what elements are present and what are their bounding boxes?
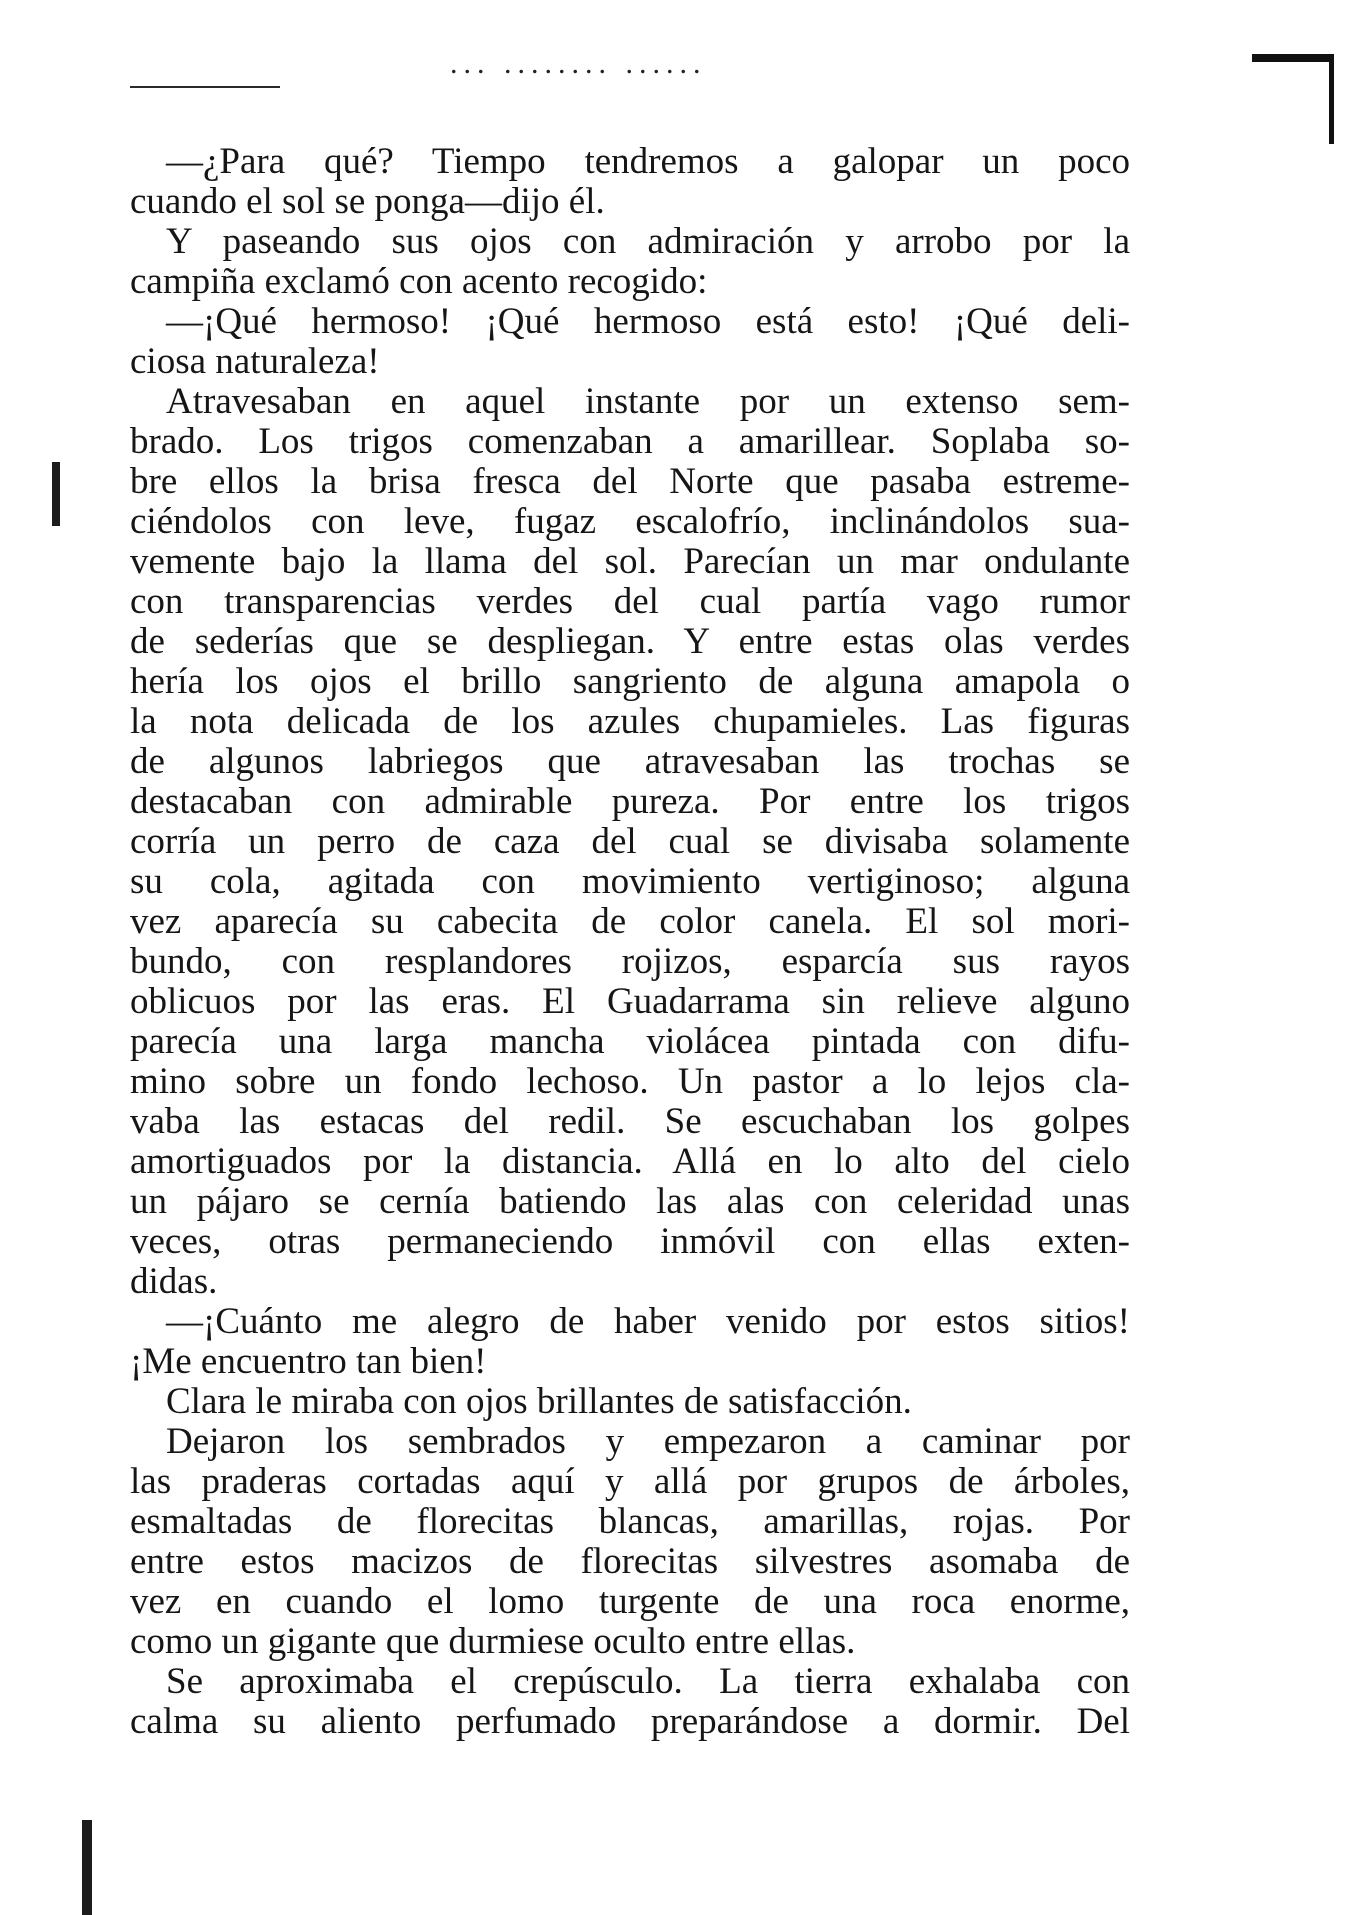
scan-edge-mark xyxy=(82,1820,92,1915)
text-line: corría un perro de caza del cual se divisaba solamente xyxy=(130,821,1130,862)
text-line: la nota delicada de los azules chupamieles. Las figuras xyxy=(130,701,1130,742)
text-line: vez aparecía su cabecita de color canela. El sol mori- xyxy=(130,901,1130,942)
text-line: de algunos labriegos que atravesaban las trochas se xyxy=(130,741,1130,782)
text-line: Y paseando sus ojos con admiración y arrobo por la xyxy=(166,221,1130,262)
running-head xyxy=(450,60,830,88)
text-line: Se aproximaba el crepúsculo. La tierra exhalaba con xyxy=(166,1661,1130,1702)
text-line: mino sobre un fondo lechoso. Un pastor a lo lejos cla- xyxy=(130,1061,1130,1102)
text-line: Dejaron los sembrados y empezaron a caminar por xyxy=(166,1421,1130,1462)
text-line: ciéndolos con leve, fugaz escalofrío, inclinándolos sua- xyxy=(130,501,1130,542)
scan-corner-mark-horizontal xyxy=(1252,54,1334,62)
text-line: de sederías que se despliegan. Y entre estas olas verdes xyxy=(130,621,1130,662)
scan-edge-mark xyxy=(52,462,60,526)
text-line: su cola, agitada con movimiento vertiginoso; alguna xyxy=(130,861,1130,902)
text-line: como un gigante que durmiese oculto entre ellas. xyxy=(130,1621,856,1662)
text-line: —¿Para qué? Tiempo tendremos a galopar un poco xyxy=(166,141,1130,182)
text-line: ¡Me encuentro tan bien! xyxy=(130,1341,487,1382)
text-line: esmaltadas de florecitas blancas, amarillas, rojas. Por xyxy=(130,1501,1130,1542)
text-line: un pájaro se cernía batiendo las alas con celeridad unas xyxy=(130,1181,1130,1222)
scan-corner-mark xyxy=(1252,54,1334,144)
text-line: didas. xyxy=(130,1261,218,1302)
text-line: calma su aliento perfumado preparándose a dormir. Del xyxy=(130,1701,1130,1742)
text-line: las praderas cortadas aquí y allá por grupos de árboles, xyxy=(130,1461,1130,1502)
text-line: —¡Cuánto me alegro de haber venido por estos sitios! xyxy=(166,1301,1130,1342)
text-line: vez en cuando el lomo turgente de una roca enorme, xyxy=(130,1581,1130,1622)
text-line: Clara le miraba con ojos brillantes de satisfacción. xyxy=(166,1381,912,1422)
text-line: hería los ojos el brillo sangriento de alguna amapola o xyxy=(130,661,1130,702)
text-line: vaba las estacas del redil. Se escuchaban los golpes xyxy=(130,1101,1130,1142)
header-rule xyxy=(130,86,280,88)
text-line: amortiguados por la distancia. Allá en lo alto del cielo xyxy=(130,1141,1130,1182)
running-head-text: ... ........ ...... xyxy=(450,60,707,80)
text-line: vemente bajo la llama del sol. Parecían un mar ondulante xyxy=(130,541,1130,582)
text-line: veces, otras permaneciendo inmóvil con ellas exten- xyxy=(130,1221,1130,1262)
scan-corner-mark-vertical xyxy=(1329,54,1334,144)
text-line: con transparencias verdes del cual partía vago rumor xyxy=(130,581,1130,622)
text-line: cuando el sol se ponga—dijo él. xyxy=(130,181,605,222)
text-line: parecía una larga mancha violácea pintada con difu- xyxy=(130,1021,1130,1062)
text-line: campiña exclamó con acento recogido: xyxy=(130,261,708,302)
text-line: entre estos macizos de florecitas silvestres asomaba de xyxy=(130,1541,1130,1582)
text-line: Atravesaban en aquel instante por un extenso sem- xyxy=(166,381,1130,422)
body-text xyxy=(130,142,1130,1742)
text-line: —¡Qué hermoso! ¡Qué hermoso está esto! ¡Qué deli- xyxy=(166,301,1130,342)
text-line: oblicuos por las eras. El Guadarrama sin relieve alguno xyxy=(130,981,1130,1022)
text-line: brado. Los trigos comenzaban a amarillear. Soplaba so- xyxy=(130,421,1130,462)
text-line: bundo, con resplandores rojizos, esparcía sus rayos xyxy=(130,941,1130,982)
text-line: ciosa naturaleza! xyxy=(130,341,380,382)
text-line: destacaban con admirable pureza. Por entre los trigos xyxy=(130,781,1130,822)
text-line: bre ellos la brisa fresca del Norte que pasaba estreme- xyxy=(130,461,1130,502)
